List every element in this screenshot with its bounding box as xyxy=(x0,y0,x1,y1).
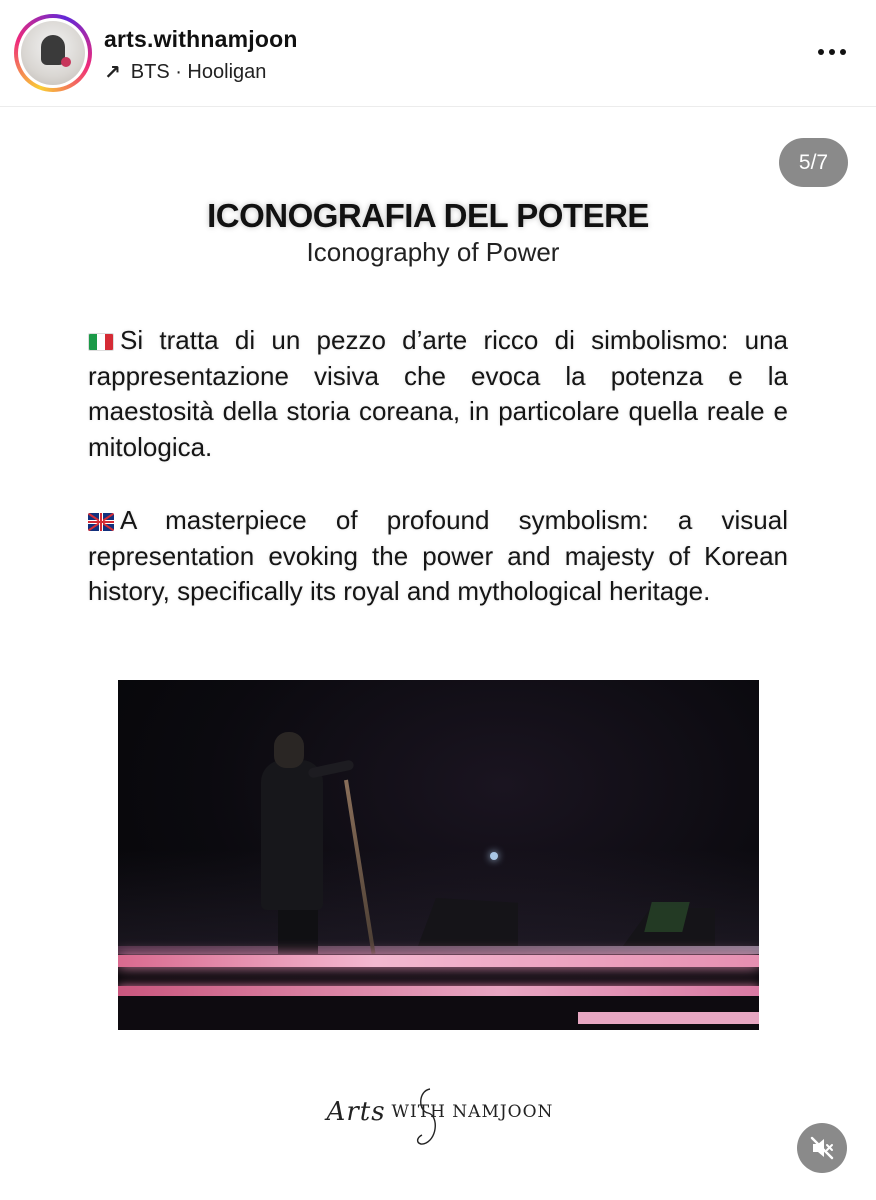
stage-glow xyxy=(118,946,759,954)
music-link[interactable] xyxy=(104,60,266,85)
more-options-button[interactable] xyxy=(814,38,850,66)
post-header xyxy=(0,0,876,107)
performer-coat xyxy=(261,760,323,910)
more-icon-dot xyxy=(840,49,846,55)
performer-arm xyxy=(307,759,354,778)
arrow-icon: ↗ xyxy=(104,62,121,84)
post-media xyxy=(0,107,876,1200)
english-text: A masterpiece of profound symbolism: a visual representation evoking the power and majesty of Korean history, specifically its royal and mythological heritage. xyxy=(88,505,788,606)
mute-toggle-button[interactable] xyxy=(797,1123,847,1173)
avatar-inner xyxy=(18,18,88,88)
avatar-image xyxy=(21,21,85,85)
signature-script: Arts xyxy=(326,1097,386,1127)
italian-paragraph xyxy=(88,323,788,465)
post-title: ICONOGRAFIA DEL POTERE xyxy=(207,197,649,234)
carousel-counter: 5/7 xyxy=(779,138,848,187)
stage-edge-light xyxy=(118,986,759,996)
avatar[interactable] xyxy=(14,14,92,92)
stage-rail xyxy=(578,1012,759,1024)
username-link[interactable]: arts.withnamjoon xyxy=(104,26,298,52)
english-paragraph xyxy=(88,503,788,610)
italy-flag-icon xyxy=(88,333,114,351)
post-subtitle: Iconography of Power xyxy=(306,237,560,267)
concert-photo xyxy=(118,680,759,1030)
music-label: BTS · Hooligan xyxy=(130,61,267,83)
italian-text: Si tratta di un pezzo d’arte ricco di simbolismo: una rappresentazione visiva che evoca la potenza e la maestosità della storia coreana, in particolare quella reale e mitologica. xyxy=(88,325,788,462)
stage-light xyxy=(490,852,498,860)
signature-logo xyxy=(300,1077,580,1147)
more-icon-dot xyxy=(829,49,835,55)
performer-head xyxy=(274,732,304,768)
signature-text: WITH NAMJOON xyxy=(391,1102,554,1122)
stage-edge-light xyxy=(118,955,759,967)
avatar-badge xyxy=(61,57,71,67)
stage-monitor xyxy=(644,902,689,932)
signature-flourish xyxy=(408,1081,448,1151)
more-icon xyxy=(818,49,824,55)
speaker-muted-icon xyxy=(809,1135,835,1161)
uk-flag-icon xyxy=(88,513,114,531)
